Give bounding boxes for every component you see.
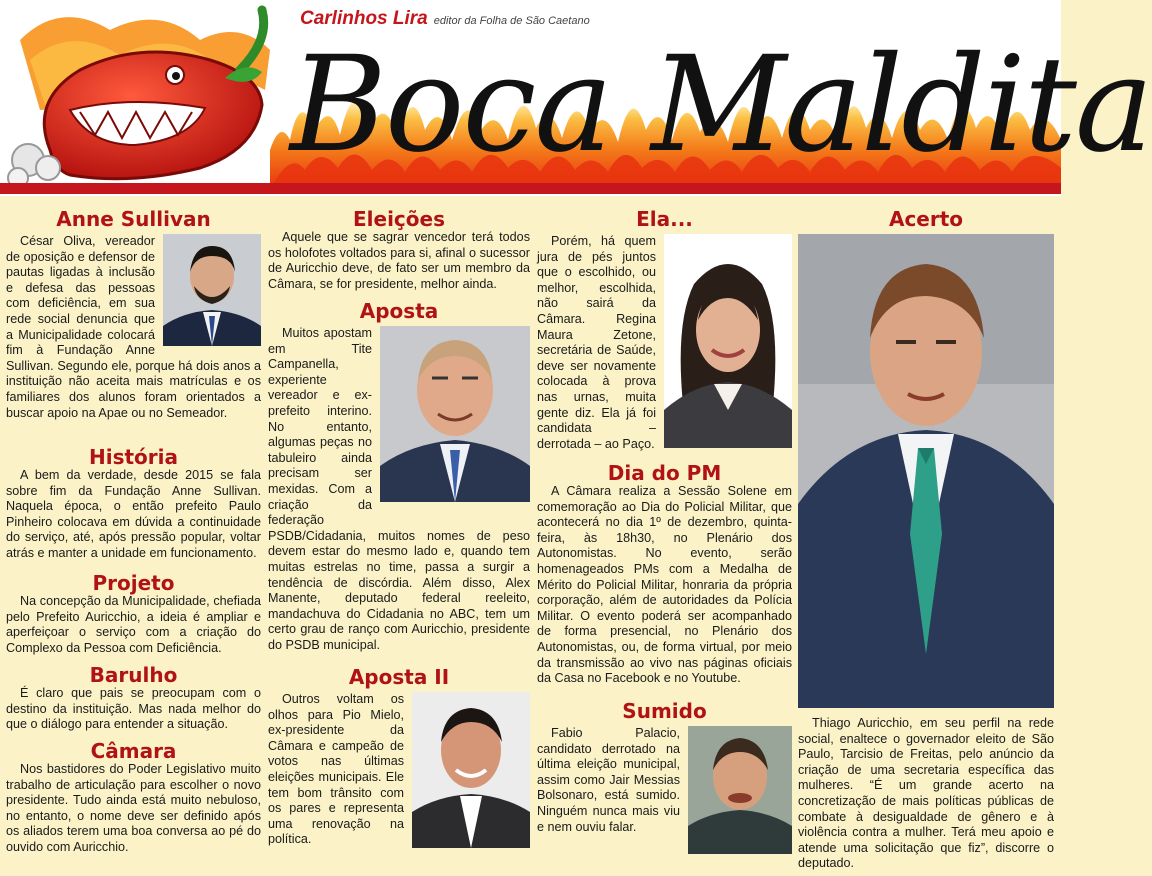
heading-ela: Ela... [636,207,693,231]
heading-anne-sullivan: Anne Sullivan [56,207,211,231]
article-barulho [6,664,261,733]
article-sumido [537,700,792,856]
heading-barulho: Barulho [89,663,178,687]
text-barulho: É claro que pais se preocupam com o destino da instituição. Mas nada melhor do que o diálogo para entender a situação. [6,686,261,732]
text-aposta-full: PSDB/Cidadania, muitos nomes de peso devem estar do mesmo lado e, quando tem muitas estrelas no time, passa a surgir a tendência de discórdia. Além disso, Alex Manente, deputado federal reeleito, mandachuva do Cidadania no ABC, tem um certo grau de ranço com Auricchio, presidente do PSDB municipal. [268,528,530,652]
article-eleicoes [268,208,530,292]
column-header [0,0,1152,196]
byline [300,8,590,30]
text-camara: Nos bastidores do Poder Legislativo muito trabalho de articulação para escolher o novo presidente. Tudo ainda está muito nebuloso, no entanto, o nome deve ser definido após os aliados terem uma boa conversa ao pé do ouvido com Auricchio. [6,762,261,854]
author-name: Carlinhos Lira [300,8,428,29]
text-ela: Porém, há quem jura de pés juntos que o escolhido, ou melhor, escolhida, não sairá da Câmara. Regina Maura Zetone, secretária de Saúde, deve ser novamente colocada à prova nas urnas, muita gente diz. Ela já foi candidata – derrotada – ao Paço. [537,234,656,451]
photo-tite-campanella [380,326,530,502]
heading-acerto: Acerto [888,207,964,231]
article-ela [537,208,792,452]
photo-pio-mielo [412,692,530,848]
text-aposta-wrap: Muitos apostam em Tite Campanella, experiente vereador e ex-prefeito interino. No entanto, algumas peças no tabuleiro ainda precisam ser mexidas. Com a criação da federação [268,326,372,528]
text-aposta-ii: Outros voltam os olhos para Pio Mielo, ex-presidente da Câmara e campeão de votos nas últimas eleições municipais. Ele tem bom trânsito com os pares e representa uma renovação na política. [268,692,404,847]
article-aposta-ii [268,666,530,850]
header-divider [0,183,1061,194]
heading-sumido: Sumido [622,699,707,723]
text-historia: A bem da verdade, desde 2015 se fala sobre fim da Fundação Anne Sullivan. Naquela época, o então prefeito Paulo Pinheiro colocava em dúvida a continuidade do serviço, até, após pressão popular, voltar atrás e manter a unidade em funcionamento. [6,468,261,560]
heading-aposta-ii: Aposta II [348,665,450,689]
photo-regina-maura-zetone [664,234,792,448]
pepper-icon [0,0,290,190]
photo-cesar-oliva [163,234,261,346]
text-projeto: Na concepção da Municipalidade, chefiada pelo Prefeito Auricchio, a ideia é ampliar e aperfeiçoar o serviço com a criação do Complexo da Pessoa com Deficiência. [6,594,261,655]
text-anne-sullivan: César Oliva, vereador de oposição e defensor de pautas ligadas à inclusão e defesa das pessoas com deficiência, em sua rede social denuncia que a Municipalidade colocará fim à Fundação Anne Sullivan. Segundo ele, porque há dois anos a instituição não aceita mais matrículas e os familiares dos alunos foram orientados a buscar apoio na Apae ou no Semeador. [6,234,261,420]
article-dia-do-pm [537,462,792,687]
text-sumido: Fabio Palacio, candidato derrotado na última eleição municipal, assim como Jair Messias Bolsonaro, está sumido. Ninguém nunca mais viu e nem ouviu falar. [537,726,680,834]
heading-eleicoes: Eleições [352,207,445,231]
heading-projeto: Projeto [92,571,175,595]
article-camara [6,740,261,856]
article-acerto [798,208,1054,872]
author-role: editor da Folha de São Caetano [433,15,590,27]
text-dia-do-pm: A Câmara realiza a Sessão Solene em comemoração ao Dia do Policial Militar, que acontecerá no dia 1º de dezembro, quinta-feira, às 18h30, no Plenário dos Autonomistas. No evento, serão homenageados PMs com a Medalha de Mérito do Policial Militar, honraria da própria corporação, além de autoridades da Polícia Militar. O evento poderá ser acompanhado de forma presencial, no Plenário dos Autonomistas, ou, de forma virtual, por meio da transmissão ao vivo nas páginas oficiais da Casa no Facebook e no Youtube. [537,484,792,686]
article-projeto [6,572,261,656]
heading-dia-do-pm: Dia do PM [607,461,722,485]
heading-aposta: Aposta [359,299,439,323]
text-eleicoes: Aquele que se sagrar vencedor terá todos os holofotes voltados para si, afinal o sucessor de Auricchio deve, de fato ser um membro da Câmara, se for presidente, melhor ainda. [268,230,530,291]
heading-historia: História [88,445,178,469]
article-aposta [268,300,530,653]
heading-camara: Câmara [90,739,177,763]
photo-fabio-palacio [688,726,792,854]
article-historia [6,446,261,562]
column-title: Boca Maldita [290,28,1152,182]
text-acerto: Thiago Auricchio, em seu perfil na rede social, enaltece o governador eleito de São Paulo, Tarcisio de Freitas, pelo anúncio da criação de uma secretaria específica das mulheres. “É um grande acerto na concretização de mais políticas públicas de combate à desigualdade de gênero e à violência contra a mulher. Terá meu apoio e atende uma solicitação que fiz”, discorre o deputado. [798,716,1054,871]
photo-thiago-auricchio [798,234,1054,708]
article-anne-sullivan [6,208,261,421]
